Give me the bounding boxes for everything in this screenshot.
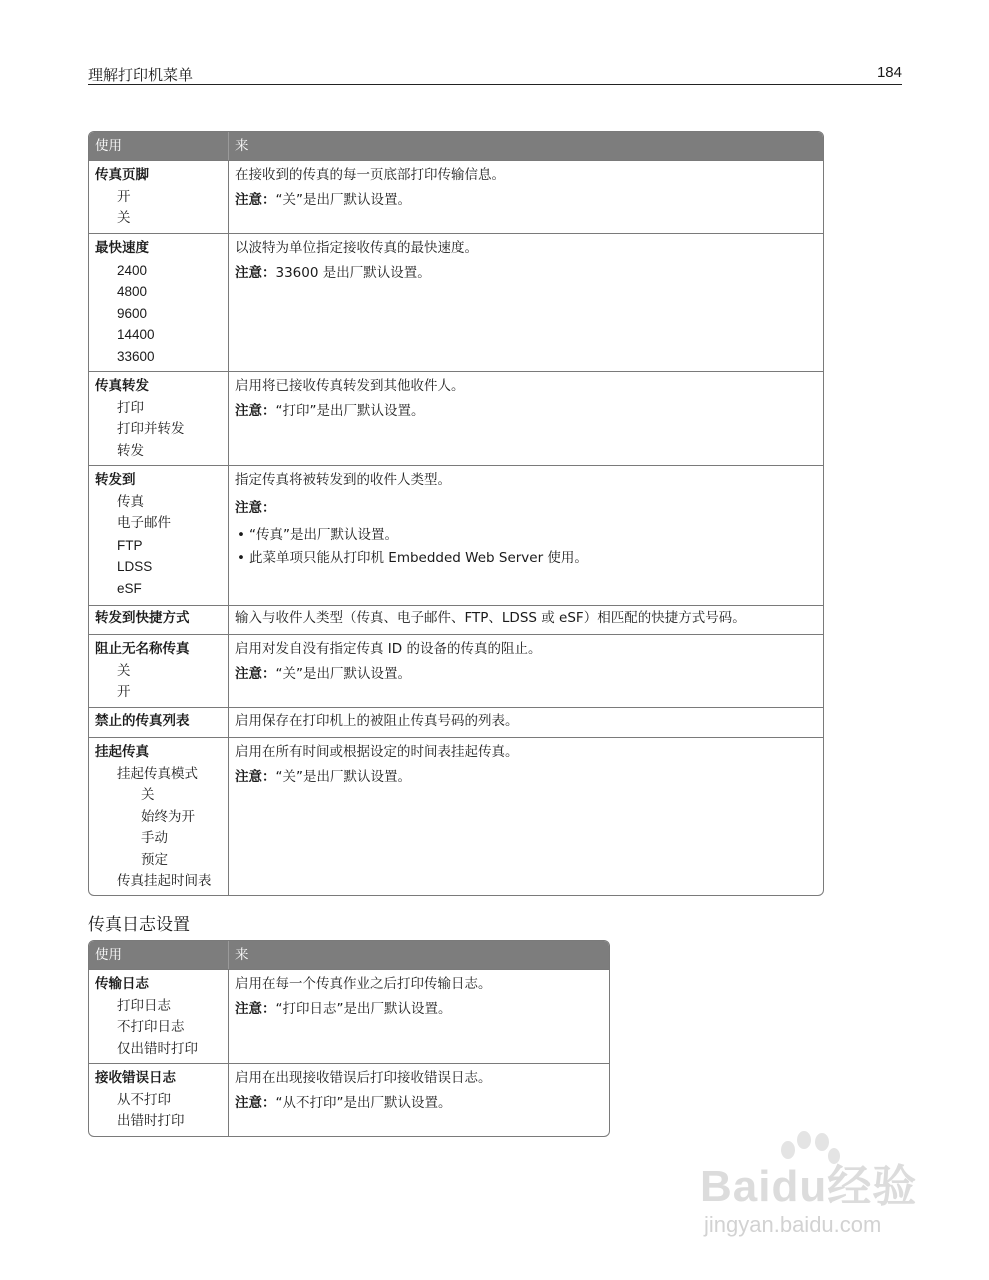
note-label: 注意： — [235, 1000, 276, 1017]
note — [235, 190, 817, 212]
option-value: 手动 — [141, 830, 168, 846]
option-value: FTP — [117, 537, 143, 553]
note-label: 注意： — [235, 768, 276, 785]
note-label: 注意： — [235, 1094, 276, 1111]
note-label: 注意： — [235, 402, 276, 419]
menu-item-label: 接收错误日志 — [95, 1070, 176, 1086]
option-value: 始终为开 — [141, 808, 195, 825]
chapter-title: 理解打印机菜单 — [88, 66, 194, 84]
table-row — [89, 233, 823, 371]
watermark-brand: Baidu经验 — [700, 1162, 918, 1211]
option-value: 关 — [117, 662, 131, 679]
section-heading: 传真日志设置 — [88, 915, 190, 935]
description: 启用在所有时间或根据设定的时间表挂起传真。 — [235, 744, 519, 760]
option-value: 关 — [117, 210, 131, 226]
option-value: 传真挂起时间表 — [117, 873, 212, 889]
option-value: 2400 — [117, 262, 148, 278]
description: 指定传真将被转发到的收件人类型。 — [235, 472, 451, 488]
description: 启用在出现接收错误后打印接收错误日志。 — [235, 1070, 492, 1086]
note — [235, 767, 817, 789]
option-value: 仅出错时打印 — [117, 1040, 198, 1057]
menu-item-label: 转发到 — [95, 472, 136, 488]
option-value: 打印并转发 — [117, 421, 185, 437]
note — [235, 664, 817, 686]
table-row — [89, 634, 823, 707]
option-value: 关 — [141, 787, 155, 803]
table-row — [89, 465, 823, 605]
option-value: 预定 — [141, 851, 168, 868]
option-value: 不打印日志 — [117, 1019, 185, 1035]
column-header-to: 来 — [235, 138, 249, 154]
option-value: 出错时打印 — [117, 1113, 185, 1129]
table-header — [89, 941, 609, 969]
fax-settings-table — [88, 131, 824, 896]
watermark-url: jingyan.baidu.com — [704, 1212, 882, 1237]
menu-item-label: 禁止的传真列表 — [95, 713, 190, 729]
submenu-label: 挂起传真模式 — [117, 765, 198, 782]
page-header — [88, 62, 902, 85]
option-value: 4800 — [117, 284, 148, 299]
menu-item-label: 挂起传真 — [95, 744, 149, 760]
description: 启用对发自没有指定传真 ID 的设备的传真的阻止。 — [235, 641, 542, 657]
description: 启用保存在打印机上的被阻止传真号码的列表。 — [235, 713, 519, 729]
option-value: 开 — [117, 188, 131, 205]
description: 输入与收件人类型（传真、电子邮件、FTP、LDSS 或 eSF）相匹配的快捷方式号码。 — [235, 610, 746, 626]
note-text: “关”是出厂默认设置。 — [275, 665, 411, 682]
table-row — [89, 707, 823, 737]
option-value: eSF — [117, 580, 142, 596]
menu-item-label: 转发到快捷方式 — [95, 610, 190, 626]
note-text: “从不打印”是出厂默认设置。 — [275, 1094, 452, 1111]
table-row — [89, 1063, 609, 1136]
option-value: 转发 — [117, 442, 144, 459]
note-text: 33600 是出厂默认设置。 — [275, 264, 431, 281]
menu-item-label: 传真页脚 — [95, 167, 149, 183]
note-text: “打印日志”是出厂默认设置。 — [275, 1000, 452, 1017]
option-value: 电子邮件 — [117, 515, 171, 531]
description: 以波特为单位指定接收传真的最快速度。 — [235, 240, 478, 256]
note-bullet: • “传真”是出厂默认设置。 — [235, 525, 817, 547]
note — [235, 498, 817, 520]
menu-item-label: 阻止无名称传真 — [95, 641, 190, 657]
note-label: 注意： — [235, 499, 276, 516]
column-header-to: 来 — [235, 947, 249, 963]
option-value: 9600 — [117, 305, 148, 321]
table-row — [89, 969, 609, 1063]
table-row — [89, 605, 823, 634]
note — [235, 401, 817, 423]
note-label: 注意： — [235, 264, 276, 281]
note-label: 注意： — [235, 665, 276, 682]
option-value: 打印日志 — [117, 997, 171, 1014]
note — [235, 999, 603, 1021]
table-row — [89, 371, 823, 465]
menu-item-label: 最快速度 — [95, 240, 149, 256]
table-row — [89, 160, 823, 233]
option-value: 打印 — [117, 399, 144, 416]
option-value: LDSS — [117, 559, 153, 574]
option-value: 33600 — [117, 348, 155, 364]
column-header-use: 使用 — [89, 941, 229, 969]
note-text: “打印”是出厂默认设置。 — [275, 402, 425, 419]
baidu-watermark — [700, 1130, 940, 1250]
description: 在接收到的传真的每一页底部打印传输信息。 — [235, 167, 505, 183]
note-label: 注意： — [235, 191, 276, 208]
fax-log-settings-table — [88, 940, 610, 1137]
note-bullet: • 此菜单项只能从打印机 Embedded Web Server 使用。 — [235, 548, 817, 570]
note-text: “关”是出厂默认设置。 — [275, 191, 411, 208]
option-value: 传真 — [117, 493, 144, 510]
table-row — [89, 737, 823, 895]
option-value: 开 — [117, 684, 131, 700]
description: 启用在每一个传真作业之后打印传输日志。 — [235, 976, 492, 992]
page-number: 184 — [876, 64, 902, 81]
table-header — [89, 132, 823, 160]
note — [235, 1093, 603, 1115]
menu-item-label: 传真转发 — [95, 378, 149, 394]
note-text: “关”是出厂默认设置。 — [275, 768, 411, 785]
column-header-use: 使用 — [89, 132, 229, 160]
menu-item-label: 传输日志 — [95, 976, 149, 992]
option-value: 从不打印 — [117, 1091, 171, 1108]
note — [235, 263, 817, 285]
option-value: 14400 — [117, 327, 155, 342]
description: 启用将已接收传真转发到其他收件人。 — [235, 378, 465, 394]
